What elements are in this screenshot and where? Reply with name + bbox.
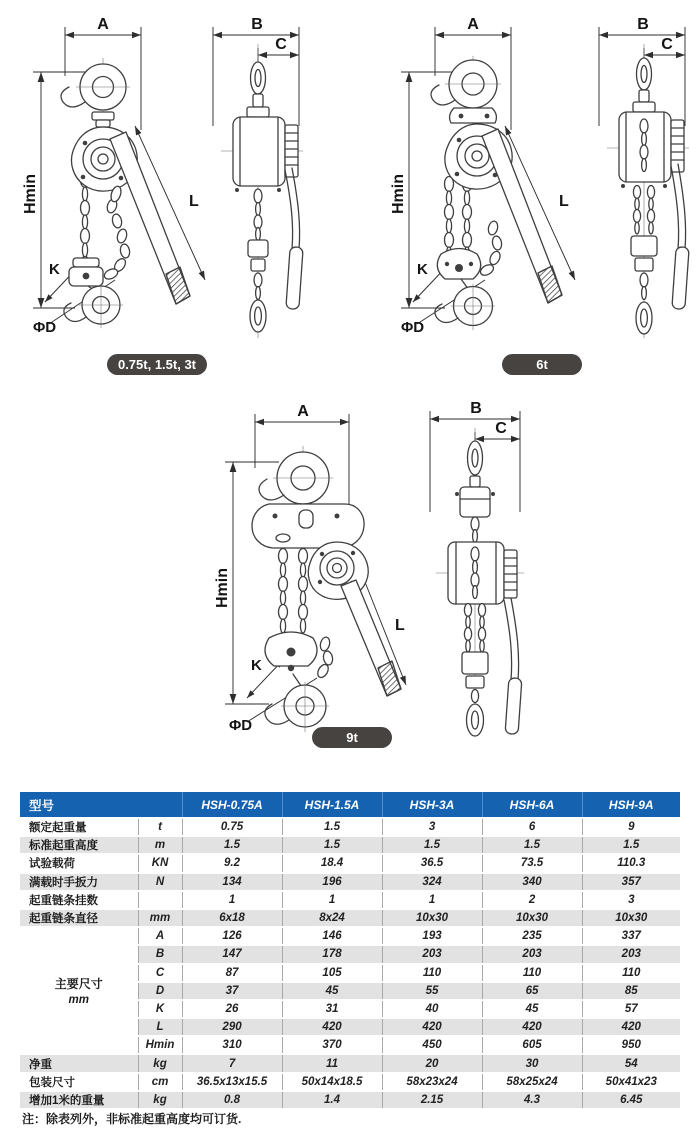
model-name: HSH-9A xyxy=(582,792,680,818)
spec-value: 1 xyxy=(182,891,282,909)
spec-value: 340 xyxy=(482,873,582,891)
spec-unit: mm xyxy=(138,909,182,927)
spec-value: 10x30 xyxy=(582,909,680,927)
hoist-side-art xyxy=(607,44,689,338)
spec-value: 36.5 xyxy=(382,854,482,872)
spec-value: 1.5 xyxy=(282,836,382,854)
spec-value: 134 xyxy=(182,873,282,891)
front-view-9t xyxy=(203,392,413,742)
spec-value: 196 xyxy=(282,873,382,891)
dim-label-K: K xyxy=(251,657,262,674)
dim-label-Hmin: Hmin xyxy=(22,174,39,214)
spec-value: 1.5 xyxy=(482,836,582,854)
dim-name: L xyxy=(138,1018,182,1036)
spec-value: 203 xyxy=(382,945,482,963)
spec-value: 1.5 xyxy=(182,836,282,854)
spec-value: 8x24 xyxy=(282,909,382,927)
spec-value: 6 xyxy=(482,818,582,836)
dim-name: A xyxy=(138,927,182,945)
spec-value: 290 xyxy=(182,1018,282,1036)
dim-label-A: A xyxy=(97,16,109,33)
spec-label: 额定起重量 xyxy=(20,818,138,836)
spec-label: 起重链条直径 xyxy=(20,909,138,927)
dim-label-L: L xyxy=(189,193,199,210)
spec-value: 45 xyxy=(482,1000,582,1018)
side-view-9t xyxy=(420,392,530,742)
model-name: HSH-3A xyxy=(382,792,482,818)
dim-label-phiD: ΦD xyxy=(401,319,425,336)
table-row xyxy=(20,927,680,945)
model-header: 型号 xyxy=(20,792,182,818)
spec-value: 420 xyxy=(282,1018,382,1036)
spec-label: 试验载荷 xyxy=(20,854,138,872)
spec-label: 标准起重高度 xyxy=(20,836,138,854)
model-name: HSH-6A xyxy=(482,792,582,818)
spec-value: 87 xyxy=(182,964,282,982)
spec-value: 85 xyxy=(582,982,680,1000)
front-view-0-75-3t xyxy=(15,8,215,348)
spec-value: 370 xyxy=(282,1036,382,1054)
spec-value: 1.5 xyxy=(382,836,482,854)
spec-value: 57 xyxy=(582,1000,680,1018)
table-header-row xyxy=(20,792,680,818)
spec-value: 10x30 xyxy=(382,909,482,927)
spec-value: 37 xyxy=(182,982,282,1000)
dim-label-A: A xyxy=(467,16,479,33)
spec-value: 58x25x24 xyxy=(482,1073,582,1091)
spec-value: 50x14x18.5 xyxy=(282,1073,382,1091)
dim-label-Hmin: Hmin xyxy=(390,174,407,214)
dim-label-A: A xyxy=(297,403,309,420)
spec-value: 0.8 xyxy=(182,1091,282,1108)
spec-value: 40 xyxy=(382,1000,482,1018)
dimensions-group-label xyxy=(20,927,138,1054)
spec-label: 起重链条挂数 xyxy=(20,891,138,909)
spec-value: 110 xyxy=(482,964,582,982)
table-row xyxy=(20,1054,680,1072)
spec-value: 420 xyxy=(382,1018,482,1036)
table-row xyxy=(20,836,680,854)
spec-value: 203 xyxy=(482,945,582,963)
spec-value: 18.4 xyxy=(282,854,382,872)
hoist-front-art xyxy=(61,58,190,328)
spec-value: 58x23x24 xyxy=(382,1073,482,1091)
spec-value: 4.3 xyxy=(482,1091,582,1108)
spec-value: 7 xyxy=(182,1054,282,1072)
dim-name: Hmin xyxy=(138,1036,182,1054)
spec-value: 110.3 xyxy=(582,854,680,872)
spec-value: 2 xyxy=(482,891,582,909)
dim-label-C: C xyxy=(275,36,287,53)
spec-value: 26 xyxy=(182,1000,282,1018)
model-name: HSH-1.5A xyxy=(282,792,382,818)
spec-value: 110 xyxy=(382,964,482,982)
table-row xyxy=(20,854,680,872)
table-row xyxy=(20,1073,680,1091)
spec-value: 6.45 xyxy=(582,1091,680,1108)
spec-value: 10x30 xyxy=(482,909,582,927)
spec-value: 9 xyxy=(582,818,680,836)
dim-label-B: B xyxy=(251,16,263,33)
dim-label-C: C xyxy=(661,36,673,53)
spec-value: 20 xyxy=(382,1054,482,1072)
spec-unit: m xyxy=(138,836,182,854)
hoist-front-art xyxy=(431,56,562,330)
spec-value: 324 xyxy=(382,873,482,891)
spec-value: 146 xyxy=(282,927,382,945)
spec-value: 605 xyxy=(482,1036,582,1054)
spec-value: 110 xyxy=(582,964,680,982)
dim-name: C xyxy=(138,964,182,982)
spec-value: 45 xyxy=(282,982,382,1000)
front-view-6t xyxy=(383,8,583,348)
spec-value: 9.2 xyxy=(182,854,282,872)
spec-value: 31 xyxy=(282,1000,382,1018)
capacity-badge-9t: 9t xyxy=(312,727,392,748)
spec-value: 54 xyxy=(582,1054,680,1072)
dim-label-B: B xyxy=(637,16,649,33)
spec-value: 337 xyxy=(582,927,680,945)
hoist-side-art xyxy=(436,428,524,736)
spec-value: 950 xyxy=(582,1036,680,1054)
spec-value: 2.15 xyxy=(382,1091,482,1108)
spec-value: 6x18 xyxy=(182,909,282,927)
spec-unit: N xyxy=(138,873,182,891)
spec-value: 3 xyxy=(382,818,482,836)
dim-label-phiD: ΦD xyxy=(229,717,253,734)
hoist-side-art xyxy=(221,44,303,338)
spec-value: 36.5x13x15.5 xyxy=(182,1073,282,1091)
spec-label: 增加1米的重量 xyxy=(20,1091,138,1108)
spec-value: 50x41x23 xyxy=(582,1073,680,1091)
spec-value: 357 xyxy=(582,873,680,891)
spec-value: 30 xyxy=(482,1054,582,1072)
spec-unit: KN xyxy=(138,854,182,872)
spec-value: 203 xyxy=(582,945,680,963)
dim-label-Hmin: Hmin xyxy=(214,568,231,608)
spec-value: 0.75 xyxy=(182,818,282,836)
spec-label: 满载时手扳力 xyxy=(20,873,138,891)
spec-value: 193 xyxy=(382,927,482,945)
spec-unit: t xyxy=(138,818,182,836)
table-row xyxy=(20,873,680,891)
spec-value: 1 xyxy=(282,891,382,909)
spec-value: 1 xyxy=(382,891,482,909)
spec-value: 55 xyxy=(382,982,482,1000)
spec-unit xyxy=(138,891,182,909)
spec-value: 126 xyxy=(182,927,282,945)
spec-value: 147 xyxy=(182,945,282,963)
dim-label-B: B xyxy=(470,400,482,417)
spec-value: 450 xyxy=(382,1036,482,1054)
dim-group-unit: mm xyxy=(68,994,89,1007)
spec-label: 净重 xyxy=(20,1054,138,1072)
spec-value: 420 xyxy=(582,1018,680,1036)
spec-label: 包装尺寸 xyxy=(20,1073,138,1091)
dim-name: D xyxy=(138,982,182,1000)
spec-value: 310 xyxy=(182,1036,282,1054)
side-view-0-75-3t xyxy=(203,8,308,348)
spec-value: 3 xyxy=(582,891,680,909)
table-row xyxy=(20,818,680,836)
spec-unit: kg xyxy=(138,1091,182,1108)
model-name: HSH-0.75A xyxy=(182,792,282,818)
spec-value: 1.5 xyxy=(582,836,680,854)
capacity-badge-6t: 6t xyxy=(502,354,582,375)
table-row xyxy=(20,891,680,909)
spec-value: 1.5 xyxy=(282,818,382,836)
side-view-6t xyxy=(589,8,694,348)
spec-value: 178 xyxy=(282,945,382,963)
dim-label-K: K xyxy=(49,261,60,278)
spec-unit: kg xyxy=(138,1054,182,1072)
footnote: 注：除表列外，非标准起重高度均可订货. xyxy=(22,1112,242,1126)
spec-value: 105 xyxy=(282,964,382,982)
spec-value: 1.4 xyxy=(282,1091,382,1108)
spec-value: 420 xyxy=(482,1018,582,1036)
dim-label-L: L xyxy=(395,617,405,634)
hoist-front-art xyxy=(252,446,401,732)
dim-label-L: L xyxy=(559,193,569,210)
spec-value: 65 xyxy=(482,982,582,1000)
spec-value: 73.5 xyxy=(482,854,582,872)
spec-value: 235 xyxy=(482,927,582,945)
spec-table xyxy=(20,792,680,1108)
dim-label-phiD: ΦD xyxy=(33,319,57,336)
capacity-badge-0-75-3t: 0.75t, 1.5t, 3t xyxy=(107,354,207,375)
dim-label-K: K xyxy=(417,261,428,278)
dim-name: K xyxy=(138,1000,182,1018)
dim-label-C: C xyxy=(495,420,507,437)
table-row xyxy=(20,1091,680,1108)
table-row xyxy=(20,909,680,927)
dim-group-title: 主要尺寸 xyxy=(54,977,103,992)
spec-value: 11 xyxy=(282,1054,382,1072)
spec-unit: cm xyxy=(138,1073,182,1091)
dim-name: B xyxy=(138,945,182,963)
